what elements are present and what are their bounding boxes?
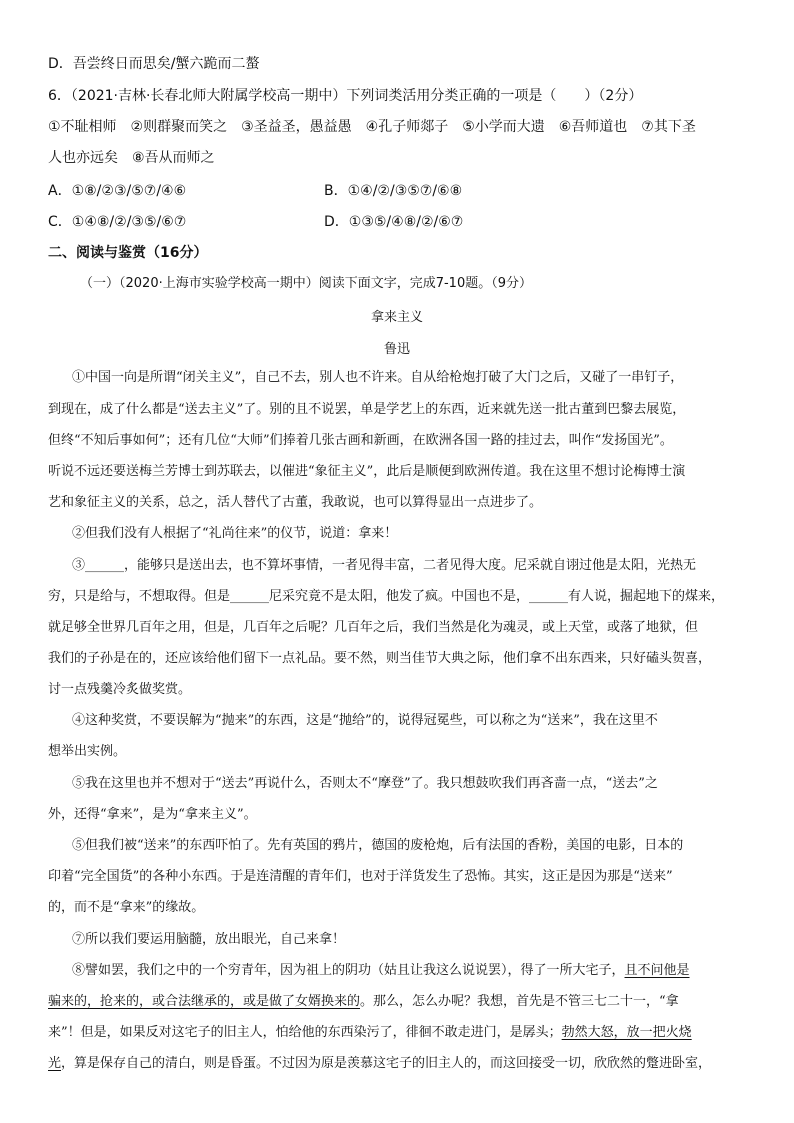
p8-line-2-underlined: 骗来的，抢来的，或合法继承的，或是做了女婿换来的 [48, 994, 361, 1009]
p3-line-2: 穷，只是给与，不想取得。但是______尼采究竟不是太阳，他发了疯。中国也不是，______有人说，掘起地下的煤来， [48, 589, 725, 604]
q6-option-d: D．①③⑤/④⑧/②/⑥⑦ [324, 214, 464, 230]
p6-line-2: 印着“完全国货”的各种小东西。于是连清醒的青年们，也对于洋货发生了恐怖。其实，这正是因为那是“送来” [48, 869, 673, 884]
p6-line-3: 的，而不是“拿来”的缘故。 [48, 900, 205, 915]
p8-line-4-underlined: 光 [48, 1056, 62, 1071]
p8-line-2 [48, 992, 748, 1012]
p2-line: ②但我们没有人根据了“礼尚往来”的仪节，说道：拿来！ [72, 526, 398, 541]
p1-line-3: 但终“不知后事如何”；还有几位“大师”们捧着几张古画和新画，在欧洲各国一路的挂过去，叫作“发扬国光”。 [48, 433, 673, 448]
q6-option-b: B．①④/②/③⑤⑦/⑥⑧ [324, 183, 463, 199]
p7-line: ⑦所以我们要运用脑髓，放出眼光，自己来拿！ [72, 932, 346, 947]
q5-option-d: D．吾尝终日而思矣/蟹六跪而二螯 [48, 56, 260, 72]
p3-line-3: 就足够全世界几百年之用，但是，几百年之后呢？几百年之后，我们当然是化为魂灵，或上天堂，或落了地狱，但 [48, 620, 699, 635]
passage-title: 拿来主义 [370, 310, 423, 325]
p3-line-1: ③______，能够只是送出去，也不算坏事情，一者见得丰富，二者见得大度。尼采就自诩过他是太阳，光热无 [72, 558, 697, 573]
p8-line-3-text: 来”！但是，如果反对这宅子的旧主人，怕给他的东西染污了，徘徊不敢走进门，是孱头； [48, 1025, 562, 1040]
p1-line-2: 到现在，成了什么都是“送去主义”了。别的且不说罢，单是学艺上的东西，近来就先送一批古董到巴黎去展览， [48, 402, 686, 417]
p4-line-2: 想举出实例。 [48, 744, 127, 759]
reading-intro: （一）（2020·上海市实验学校高一期中）阅读下面文字，完成7-10题。（9分） [80, 276, 532, 291]
q6-option-a: A．①⑧/②③/⑤⑦/④⑥ [48, 183, 187, 199]
p5-line-2: 外，还得“拿来”，是为“拿来主义”。 [48, 807, 257, 822]
p1-line-4: 听说不远还要送梅兰芳博士到苏联去，以催进“象征主义”，此后是顺便到欧洲传道。我在这里不想讨论梅博士演 [48, 464, 686, 479]
p1-line-5: 艺和象征主义的关系，总之，活人替代了古董，我敢说，也可以算得显出一点进步了。 [48, 495, 543, 510]
section-heading: 二、阅读与鉴赏（16分） [48, 245, 208, 261]
p5-line-1: ⑤我在这里也并不想对于“送去”再说什么，否则太不“摩登”了。我只想鼓吹我们再吝啬一点，“送去”之 [72, 776, 658, 791]
p8-line-2-text: 。那么，怎么办呢？我想，首先是不管三七二十一，“拿 [360, 994, 679, 1009]
q6-stem: 6．（2021·吉林·长春北师大附属学校高一期中）下列词类活用分类正确的一项是（ ）（2分） [48, 88, 643, 104]
p8-line-1-underlined: 且不问他是 [624, 963, 690, 978]
passage-author: 鲁迅 [383, 342, 410, 357]
q6-option-c: C．①④⑧/②/③⑤/⑥⑦ [48, 214, 187, 230]
q6-items-line-1: ①不耻相师 ②则群聚而笑之 ③圣益圣，愚益愚 ④孔子师郯子 ⑤小学而大遗 ⑥吾师道也 ⑦其下圣 [48, 119, 696, 135]
p1-line-1: ①中国一向是所谓“闭关主义”，自己不去，别人也不许来。自从给枪炮打破了大门之后，又碰了一串钉子， [72, 370, 684, 385]
p8-line-3-underlined: 勃然大怒，放一把火烧 [561, 1025, 692, 1040]
p8-line-4-text: ，算是保存自己的清白，则是昏蛋。不过因为原是羡慕这宅子的旧主人的，而这回接受一切，欣欣然的蹩进卧室， [61, 1056, 712, 1071]
p8-line-1-text: ⑧譬如罢，我们之中的一个穷青年，因为祖上的阴功（姑且让我这么说说罢），得了一所大宅子， [72, 963, 625, 978]
p6-line-1: ⑤但我们被“送来”的东西吓怕了。先有英国的鸦片，德国的废枪炮，后有法国的香粉，美国的电影，日本的 [72, 838, 684, 853]
p8-line-4 [48, 1054, 748, 1074]
p3-line-4: 我们的子孙是在的，还应该给他们留下一点礼品。要不然，则当佳节大典之际，他们拿不出东西来，只好磕头贺喜， [48, 651, 712, 666]
p8-line-1 [72, 961, 748, 981]
q6-items-line-2: 人也亦远矣 ⑧吾从而师之 [48, 150, 215, 166]
p3-line-5: 讨一点残羹冷炙做奖赏。 [48, 682, 192, 697]
p8-line-3 [48, 1023, 748, 1043]
p4-line-1: ④这种奖赏，不要误解为“抛来”的东西，这是“抛给”的，说得冠冕些，可以称之为“送来”，我在这里不 [72, 713, 658, 728]
